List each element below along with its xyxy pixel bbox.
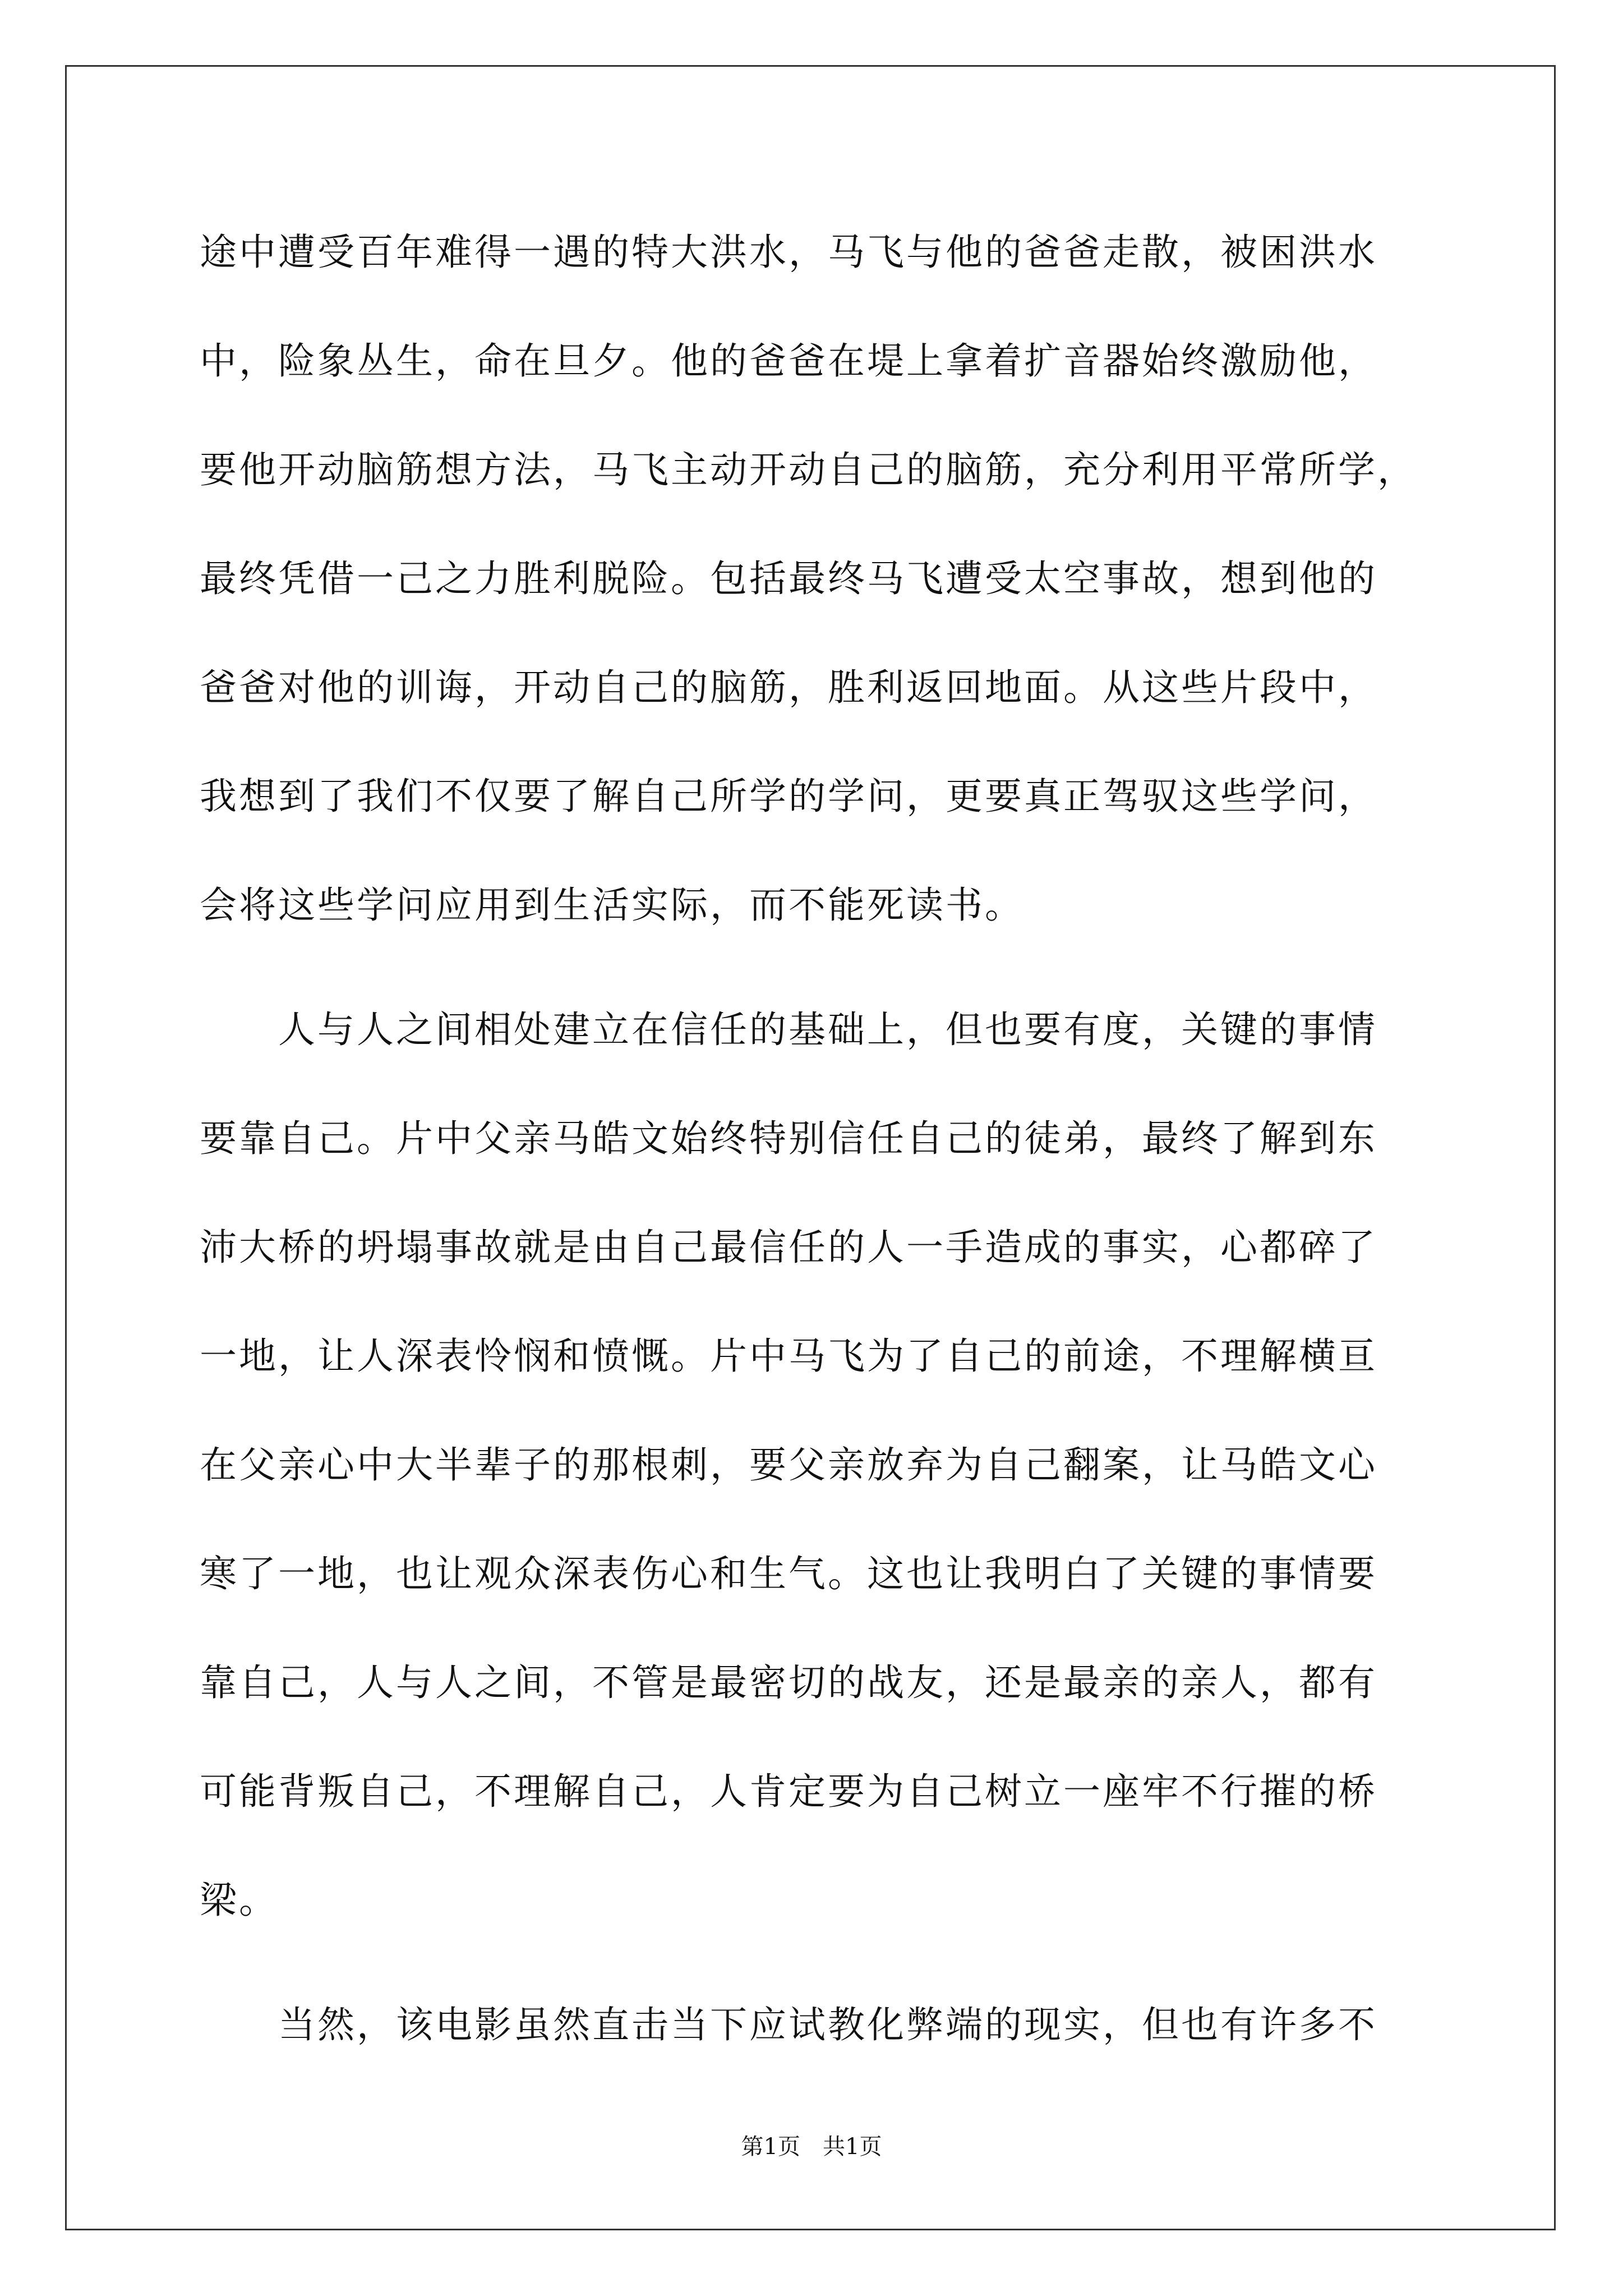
text-line: 靠自己，人与人之间，不管是最密切的战友，还是最亲的亲人，都有 bbox=[200, 1661, 1377, 1704]
text-line: 沛大桥的坍塌事故就是由自己最信任的人一手造成的事实，心都碎了 bbox=[200, 1226, 1377, 1269]
text-line: 途中遭受百年难得一遇的特大洪水，马飞与他的爸爸走散，被困洪水 bbox=[200, 231, 1377, 274]
page-number: 第1页 bbox=[741, 2134, 800, 2160]
page-footer bbox=[0, 2129, 1623, 2161]
page-total: 共1页 bbox=[823, 2134, 882, 2160]
text-line: 一地，让人深表怜悯和愤慨。片中马飞为了自己的前途，不理解横亘 bbox=[200, 1335, 1377, 1378]
text-line: 寒了一地，也让观众深表伤心和生气。这也让我明白了关键的事情要 bbox=[200, 1552, 1377, 1595]
text-line: 当然，该电影虽然直击当下应试教化弊端的现实，但也有许多不 bbox=[200, 2003, 1377, 2046]
text-line: 中，险象丛生，命在旦夕。他的爸爸在堤上拿着扩音器始终激励他， bbox=[200, 339, 1377, 383]
text-line: 人与人之间相处建立在信任的基础上，但也要有度，关键的事情 bbox=[200, 1008, 1377, 1051]
text-line: 在父亲心中大半辈子的那根刺，要父亲放弃为自己翻案，让马皓文心 bbox=[200, 1443, 1377, 1487]
text-line: 可能背叛自己，不理解自己，人肯定要为自己树立一座牢不行摧的桥 bbox=[200, 1770, 1377, 1813]
text-line: 会将这些学问应用到生活实际，而不能死读书。 bbox=[200, 884, 1024, 927]
text-line: 梁。 bbox=[200, 1879, 278, 1922]
document-body bbox=[200, 213, 1422, 2095]
text-line: 我想到了我们不仅要了解自己所学的学问，更要真正驾驭这些学问， bbox=[200, 775, 1377, 818]
text-line: 要他开动脑筋想方法，马飞主动开动自己的脑筋，充分利用平常所学， bbox=[200, 448, 1417, 491]
text-line: 最终凭借一己之力胜利脱险。包括最终马飞遭受太空事故，想到他的 bbox=[200, 557, 1377, 600]
text-line: 爸爸对他的训诲，开动自己的脑筋，胜利返回地面。从这些片段中， bbox=[200, 666, 1377, 709]
text-line: 要靠自己。片中父亲马皓文始终特别信任自己的徒弟，最终了解到东 bbox=[200, 1117, 1377, 1160]
